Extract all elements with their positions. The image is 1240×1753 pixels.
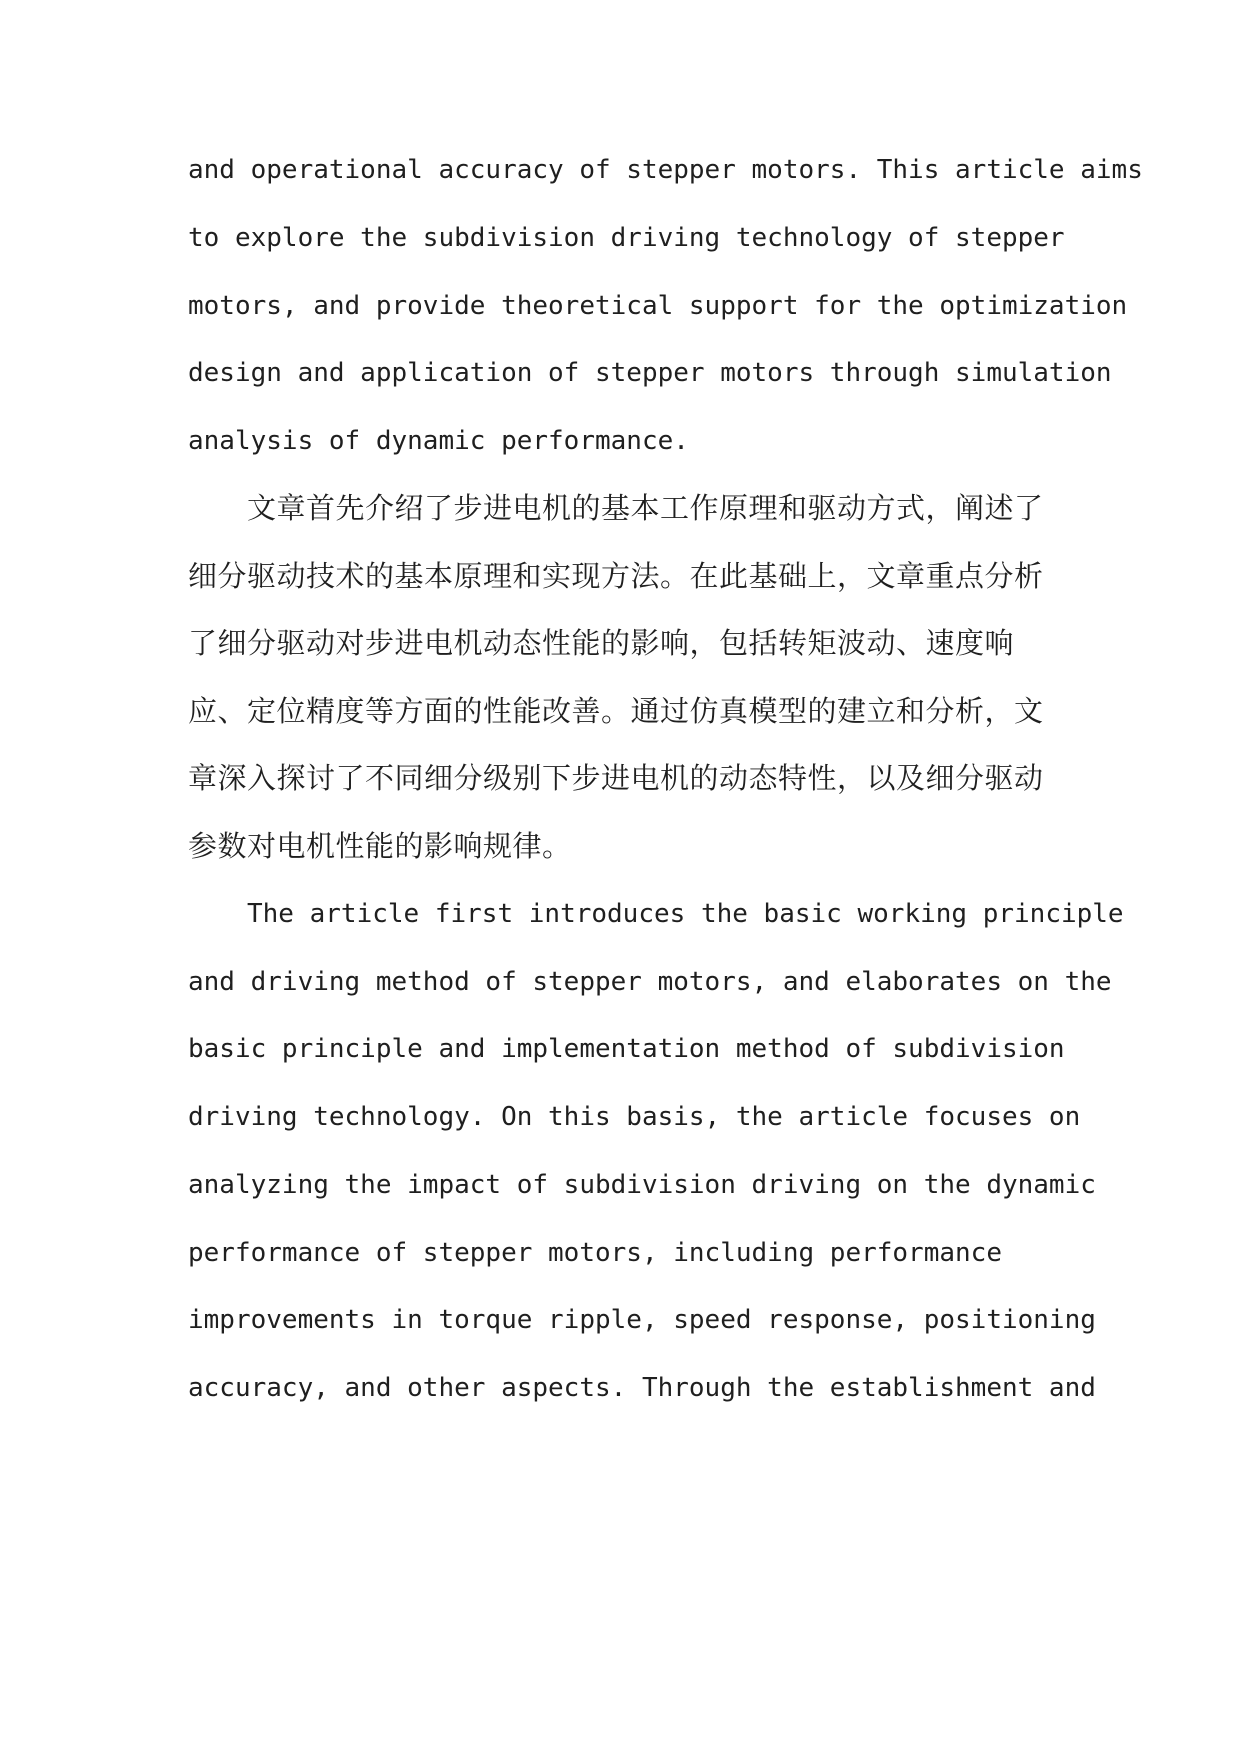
- paragraph-2-line: 文章首先介绍了步进电机的基本工作原理和驱动方式，阐述了: [247, 491, 1044, 525]
- paragraph-3-line: driving technology. On this basis, the article focuses on: [188, 1102, 1081, 1132]
- paragraph-2-line: 细分驱动技术的基本原理和实现方法。在此基础上，文章重点分析: [188, 559, 1044, 593]
- paragraph-3-line: performance of stepper motors, including performance: [188, 1238, 1002, 1268]
- paragraph-3-line: The article first introduces the basic working principle: [247, 899, 1124, 929]
- paragraph-1-line: to explore the subdivision driving technology of stepper: [188, 223, 1065, 253]
- paragraph-1-line: design and application of stepper motors through simulation: [188, 358, 1112, 388]
- paragraph-2-line: 了细分驱动对步进电机动态性能的影响，包括转矩波动、速度响: [188, 626, 1015, 660]
- paragraph-3-line: basic principle and implementation method of subdivision: [188, 1034, 1065, 1064]
- paragraph-1-line: and operational accuracy of stepper motors. This article aims: [188, 155, 1143, 185]
- paragraph-3-line: and driving method of stepper motors, and elaborates on the: [188, 967, 1112, 997]
- paragraph-3-line: analyzing the impact of subdivision driving on the dynamic: [188, 1170, 1096, 1200]
- paragraph-3-line: improvements in torque ripple, speed response, positioning: [188, 1305, 1096, 1335]
- paragraph-1-line: motors, and provide theoretical support for the optimization: [188, 291, 1128, 321]
- paragraph-1-line: analysis of dynamic performance.: [188, 426, 689, 456]
- paragraph-2-line: 应、定位精度等方面的性能改善。通过仿真模型的建立和分析，文: [188, 694, 1044, 728]
- paragraph-3-line: accuracy, and other aspects. Through the establishment and: [188, 1373, 1096, 1403]
- paragraph-2-line: 章深入探讨了不同细分级别下步进电机的动态特性，以及细分驱动: [188, 761, 1044, 795]
- paragraph-2-line: 参数对电机性能的影响规律。: [188, 829, 572, 863]
